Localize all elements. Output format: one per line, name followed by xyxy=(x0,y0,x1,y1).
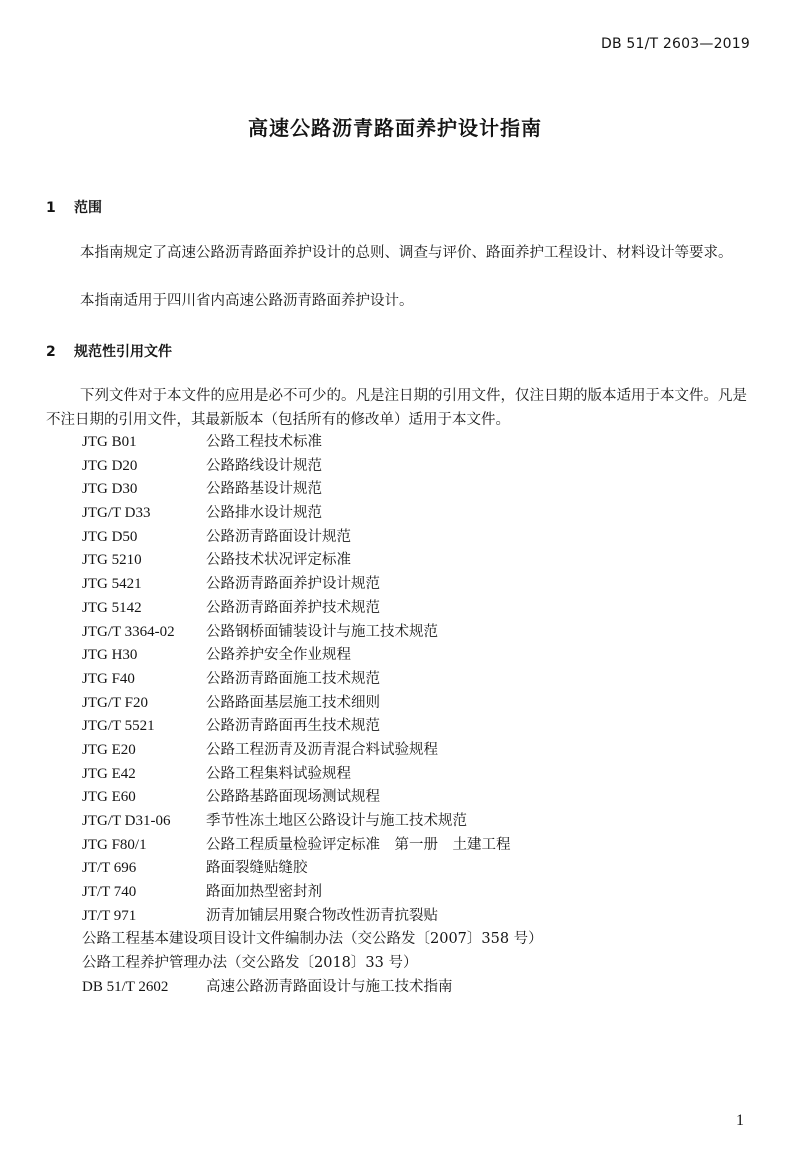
reference-code: JTG D50 xyxy=(82,528,138,545)
reference-item xyxy=(82,644,543,668)
reference-code: JTG/T 3364-02 xyxy=(82,623,175,640)
reference-item xyxy=(82,621,543,645)
reference-code: JT/T 740 xyxy=(82,884,137,901)
reference-title: 公路沥青路面再生技术规范 xyxy=(206,718,380,735)
reference-item xyxy=(82,810,543,834)
section-title: 规范性引用文件 xyxy=(74,344,172,360)
reference-item xyxy=(82,478,543,502)
reference-code: JTG E60 xyxy=(82,789,136,806)
document-code: DB 51/T 2603—2019 xyxy=(600,36,750,52)
reference-title: 季节性冻土地区公路设计与施工技术规范 xyxy=(206,813,467,829)
reference-item xyxy=(82,976,543,1000)
reference-title: 公路技术状况评定标准 xyxy=(206,552,351,569)
reference-code: JTG E20 xyxy=(82,741,136,758)
page-title: 高速公路沥青路面养护设计指南 xyxy=(248,116,542,140)
reference-code: JTG 5421 xyxy=(82,576,142,593)
section-number: 1 xyxy=(46,200,56,216)
reference-item xyxy=(82,739,543,763)
reference-item xyxy=(82,857,543,881)
reference-list xyxy=(82,431,543,1000)
reference-title: 路面裂缝贴缝胶 xyxy=(206,860,308,877)
reference-code: JT/T 971 xyxy=(82,907,137,924)
reference-item xyxy=(82,549,543,573)
scope-paragraph-2: 本指南适用于四川省内高速公路沥青路面养护设计。 xyxy=(80,293,414,309)
reference-title: 公路路基路面现场测试规程 xyxy=(206,789,380,806)
reference-item xyxy=(82,668,543,692)
reference-title: 路面加热型密封剂 xyxy=(206,884,322,901)
section-heading-references xyxy=(46,341,172,361)
reference-code: JTG D20 xyxy=(82,457,138,474)
section-heading-scope xyxy=(46,197,102,217)
reference-title: 公路沥青路面养护设计规范 xyxy=(206,576,380,593)
reference-title: 公路路线设计规范 xyxy=(206,457,322,474)
reference-title: 公路养护安全作业规程 xyxy=(206,647,351,664)
reference-code: DB 51/T 2602 xyxy=(82,978,169,995)
reference-item xyxy=(82,715,543,739)
reference-item xyxy=(82,502,543,526)
reference-title: 高速公路沥青路面设计与施工技术指南 xyxy=(206,978,453,995)
reference-code: JTG 5210 xyxy=(82,552,142,569)
reference-code: JTG B01 xyxy=(82,434,137,450)
reference-title: 公路工程养护管理办法（交公路发〔2018〕33 号） xyxy=(82,955,418,972)
reference-code: JTG F80/1 xyxy=(82,836,147,853)
scope-paragraph-1: 本指南规定了高速公路沥青路面养护设计的总则、调查与评价、路面养护工程设计、材料设计等要求。 xyxy=(80,245,733,261)
reference-code: JTG D30 xyxy=(82,481,138,498)
reference-item xyxy=(82,905,543,929)
references-intro: 下列文件对于本文件的应用是必不可少的。凡是注日期的引用文件，仅注日期的版本适用于本文件。凡是不注日期的引用文件，其最新版本（包括所有的修改单）适用于本文件。 xyxy=(46,388,747,428)
reference-item xyxy=(82,881,543,905)
reference-item xyxy=(82,526,543,550)
reference-code: JTG/T 5521 xyxy=(82,718,155,735)
section-title: 范围 xyxy=(74,200,102,216)
reference-item xyxy=(82,786,543,810)
reference-code: JT/T 696 xyxy=(82,860,137,877)
reference-code: JTG E42 xyxy=(82,765,136,782)
reference-item xyxy=(82,834,543,858)
reference-item xyxy=(82,597,543,621)
reference-title: 公路工程沥青及沥青混合料试验规程 xyxy=(206,741,438,758)
reference-title: 公路工程技术标准 xyxy=(206,434,322,450)
reference-item xyxy=(82,952,543,976)
reference-code: JTG F40 xyxy=(82,670,135,687)
reference-code: JTG/T D31-06 xyxy=(82,813,171,829)
reference-item xyxy=(82,928,543,952)
reference-code: JTG H30 xyxy=(82,647,138,664)
page-number: 1 xyxy=(736,1112,744,1129)
reference-title: 公路工程集料试验规程 xyxy=(206,765,351,782)
reference-title: 公路工程质量检验评定标准 第一册 土建工程 xyxy=(206,836,511,853)
reference-code: JTG/T F20 xyxy=(82,694,148,711)
reference-item xyxy=(82,431,543,455)
reference-title: 公路沥青路面设计规范 xyxy=(206,528,351,545)
reference-title: 公路路面基层施工技术细则 xyxy=(206,694,380,711)
reference-item xyxy=(82,763,543,787)
reference-code: JTG/T D33 xyxy=(82,505,151,522)
reference-title: 公路沥青路面施工技术规范 xyxy=(206,670,380,687)
reference-item xyxy=(82,692,543,716)
reference-title: 沥青加铺层用聚合物改性沥青抗裂贴 xyxy=(206,907,438,924)
reference-title: 公路沥青路面养护技术规范 xyxy=(206,599,380,616)
reference-item xyxy=(82,455,543,479)
section-number: 2 xyxy=(46,344,56,360)
reference-code: JTG 5142 xyxy=(82,599,142,616)
reference-title: 公路路基设计规范 xyxy=(206,481,322,498)
reference-title: 公路工程基本建设项目设计文件编制办法（交公路发〔2007〕358 号） xyxy=(82,931,543,948)
reference-item xyxy=(82,573,543,597)
reference-title: 公路排水设计规范 xyxy=(206,505,322,522)
reference-title: 公路钢桥面铺装设计与施工技术规范 xyxy=(206,623,438,640)
